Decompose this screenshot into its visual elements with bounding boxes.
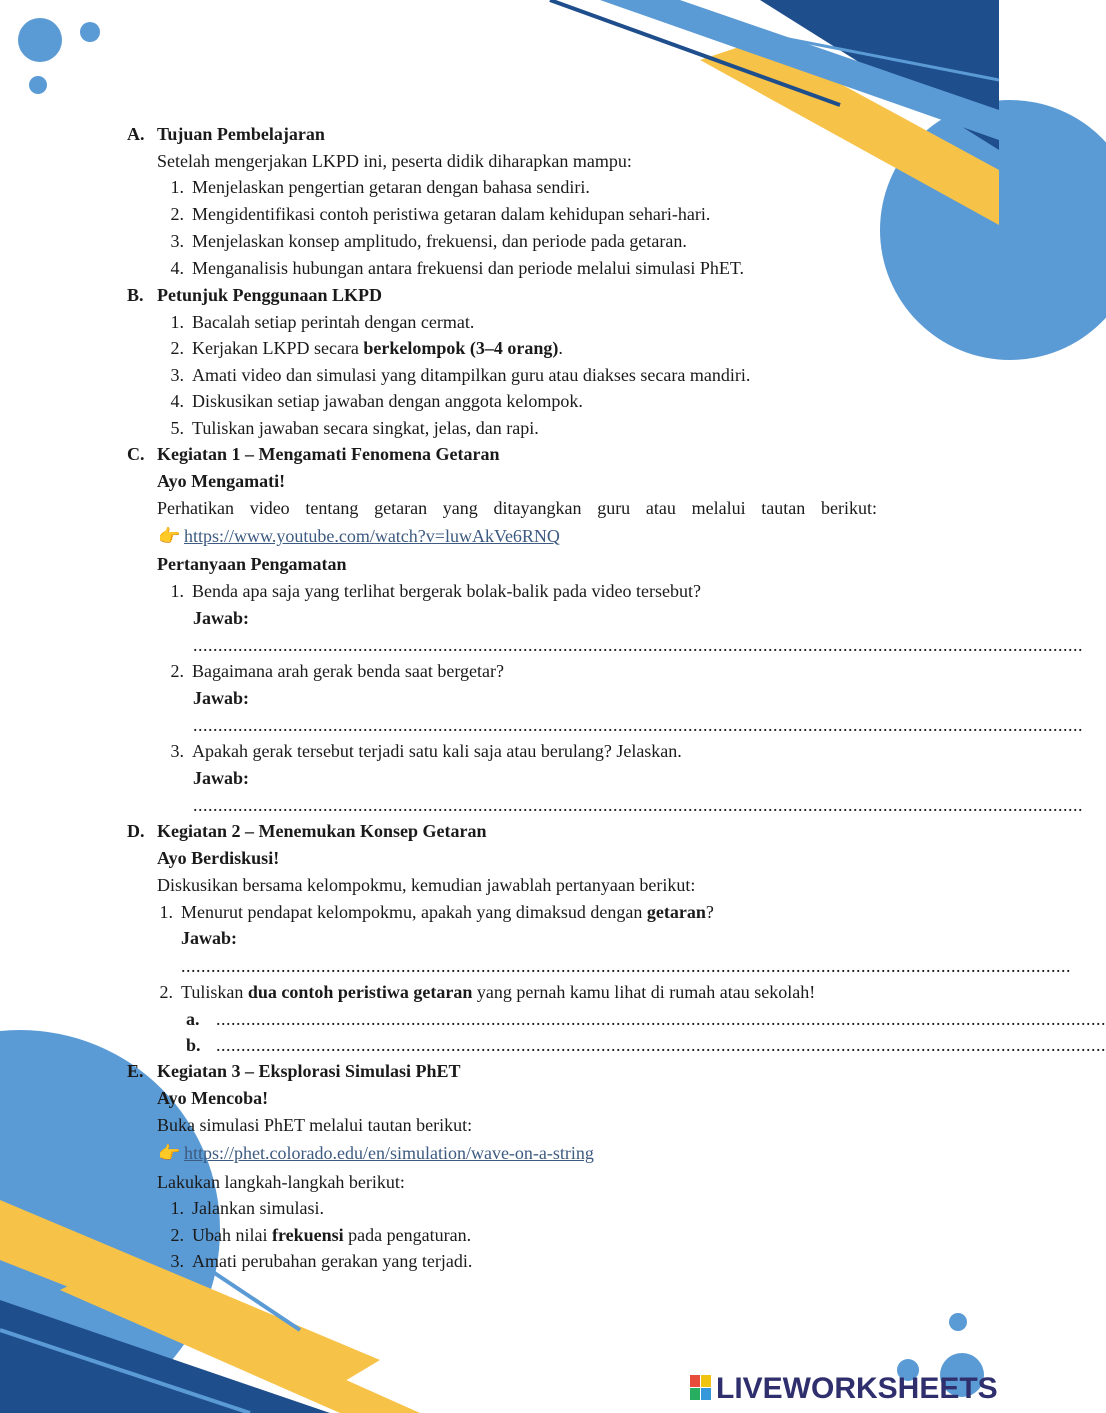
step-item: 2. Ubah nilai frekuensi pada pengaturan. (170, 1225, 472, 1245)
video-link-row (158, 525, 560, 547)
section-a-letter: A. (127, 124, 145, 144)
objective-item: 4. Menganalisis hubungan antara frekuensi dan periode melalui simulasi PhET. (170, 258, 745, 278)
answer-field[interactable]: .................................................................................................................................................................................. (193, 715, 1083, 735)
section-d-heading: D. Kegiatan 2 – Menemukan Konsep Getaran (127, 821, 487, 841)
instruction-item: 2. Kerjakan LKPD secara berkelompok (3–4 orang). (170, 338, 563, 358)
objective-item: 1. Menjelaskan pengertian getaran dengan bahasa sendiri. (170, 177, 590, 197)
question-item: 3. Apakah gerak tersebut terjadi satu kali saja atau berulang? Jelaskan. (170, 741, 682, 761)
question-item: 1. Benda apa saja yang terlihat bergerak bolak-balik pada video tersebut? (170, 581, 701, 601)
sub-item-label: a. (186, 1009, 200, 1029)
video-link[interactable]: https://www.youtube.com/watch?v=luwAkVe6RNQ (184, 526, 560, 546)
section-a-heading (127, 123, 325, 145)
instruction-item: 3. Amati video dan simulasi yang ditampilkan guru atau diakses secara mandiri. (170, 365, 751, 385)
section-c-heading: C. Kegiatan 1 – Mengamati Fenomena Getaran (127, 444, 500, 464)
section-c-title: Kegiatan 1 – Mengamati Fenomena Getaran (157, 444, 500, 464)
section-e-heading: E. Kegiatan 3 – Eksplorasi Simulasi PhET (127, 1061, 461, 1081)
answer-field-a[interactable]: .................................................................................................................................................................................. (216, 1009, 1106, 1029)
section-d-subtitle: Ayo Berdiskusi! (157, 848, 280, 868)
objective-item: 2. Mengidentifikasi contoh peristiwa getaran dalam kehidupan sehari-hari. (170, 204, 711, 224)
instruction-item: 5. Tuliskan jawaban secara singkat, jelas, dan rapi. (170, 418, 539, 438)
section-a-title: Tujuan Pembelajaran (157, 124, 325, 144)
instruction-item: 4. Diskusikan setiap jawaban dengan anggota kelompok. (170, 391, 583, 411)
liveworksheets-logo (690, 1372, 998, 1406)
section-b-title: Petunjuk Penggunaan LKPD (157, 285, 383, 305)
section-b-heading: B. Petunjuk Penggunaan LKPD (127, 285, 383, 305)
answer-field-b[interactable]: .................................................................................................................................................................................. (216, 1035, 1106, 1055)
section-e-subtitle: Ayo Mencoba! (157, 1088, 269, 1108)
objective-item: 3. Menjelaskan konsep amplitudo, frekuensi, dan periode pada getaran. (170, 231, 687, 251)
instruction-item: 1. Bacalah setiap perintah dengan cermat. (170, 312, 475, 332)
phet-link-row (158, 1142, 594, 1164)
step-item: 1. Jalankan simulasi. (170, 1198, 324, 1218)
answer-label: Jawab: (193, 608, 250, 628)
answer-field[interactable]: .................................................................................................................................................................................. (193, 635, 1083, 655)
liveworksheets-logo-text: LIVEWORKSHEETS (716, 1372, 998, 1405)
phet-link[interactable]: https://phet.colorado.edu/en/simulation/wave-on-a-string (184, 1143, 594, 1163)
observation-questions-title: Pertanyaan Pengamatan (157, 554, 347, 574)
step-item: 3. Amati perubahan gerakan yang terjadi. (170, 1251, 473, 1271)
section-c-subtitle: Ayo Mengamati! (157, 471, 286, 491)
sub-item-label: b. (186, 1035, 201, 1055)
liveworksheets-logo-icon (690, 1375, 712, 1401)
section-e-title: Kegiatan 3 – Eksplorasi Simulasi PhET (157, 1061, 461, 1081)
steps-intro: Lakukan langkah-langkah berikut: (157, 1172, 405, 1192)
answer-label: Jawab: (193, 688, 250, 708)
section-d-title: Kegiatan 2 – Menemukan Konsep Getaran (157, 821, 487, 841)
section-c-intro: Perhatikan video tentang getaran yang ditayangkan guru atau melalui tautan berikut: (157, 498, 877, 518)
answer-label: Jawab: (193, 768, 250, 788)
pointing-hand-icon: 👉 (158, 526, 181, 546)
section-a-intro: Setelah mengerjakan LKPD ini, peserta didik diharapkan mampu: (157, 151, 632, 171)
discussion-question: 2. Tuliskan dua contoh peristiwa getaran yang pernah kamu lihat di rumah atau sekolah! (159, 982, 816, 1002)
question-item: 2. Bagaimana arah gerak benda saat bergetar? (170, 661, 504, 681)
answer-field[interactable]: .................................................................................................................................................................................. (193, 795, 1083, 815)
pointing-hand-icon: 👉 (158, 1143, 181, 1163)
section-e-intro: Buka simulasi PhET melalui tautan berikut: (157, 1115, 473, 1135)
answer-label: Jawab: (181, 928, 238, 948)
answer-field[interactable]: .................................................................................................................................................................................. (181, 956, 1071, 976)
discussion-question: 1. Menurut pendapat kelompokmu, apakah yang dimaksud dengan getaran? (159, 902, 714, 922)
section-d-intro: Diskusikan bersama kelompokmu, kemudian jawablah pertanyaan berikut: (157, 875, 696, 895)
